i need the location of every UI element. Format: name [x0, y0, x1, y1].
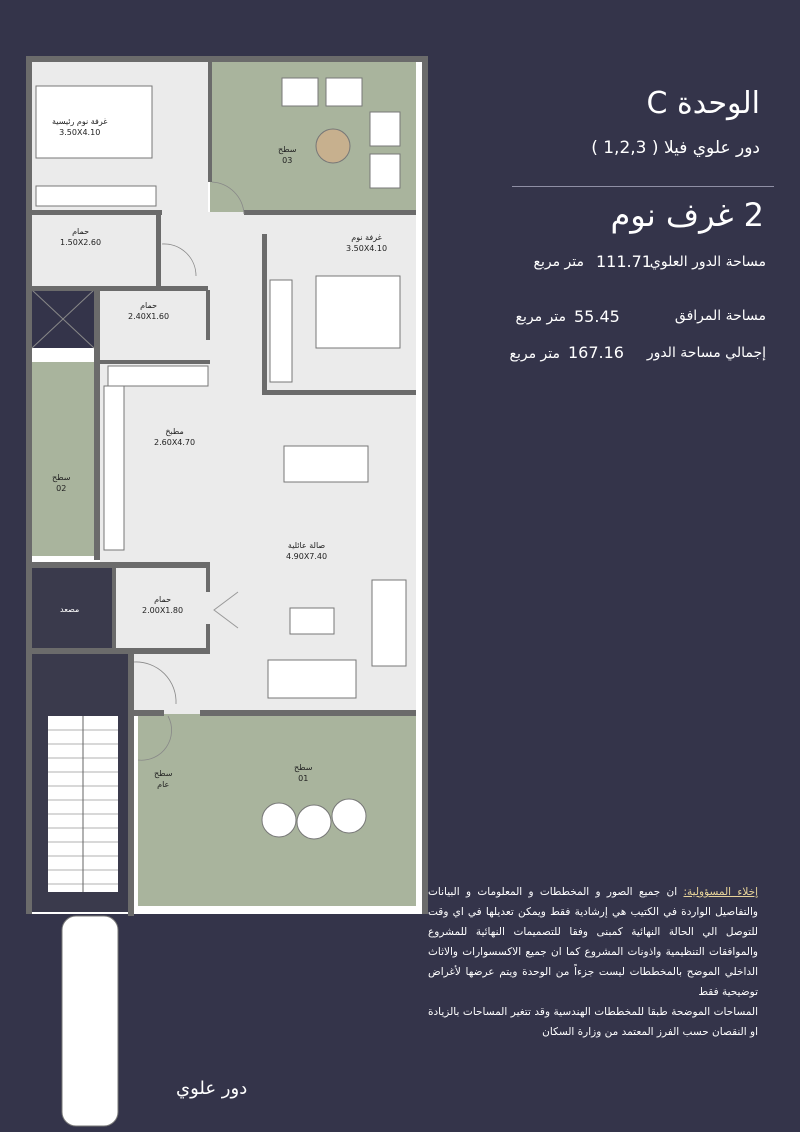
room-roof-03: سطح 03 [278, 145, 297, 165]
sofa-right [372, 580, 406, 666]
coffee-table [290, 608, 334, 634]
disclaimer-text: ان جميع الصور و المخططات و المعلومات و البيانات والتفاصيل الواردة في الكتيب هي إرشادية فقط ويمكن تعديلها في اي وقت للتوصل الي الحالة النهائية كمبنى وفقا للتصميمات النهائية للمشروع والموافقات التنظيمية واذونات المشروع كما ان جميع الاكسسوارات والاثاث الداخلي الموضح بالمخططات ليست جزءاً من الوحدة ويتم عرضها لأغراض توضيحية فقط [428, 886, 758, 998]
bedroom-wardrobe [270, 280, 292, 382]
disclaimer [428, 882, 758, 1042]
floor-label: دور علوي [176, 1078, 248, 1099]
roof-02-area [32, 362, 94, 556]
area-value-upper: 111.71 [596, 252, 652, 271]
area-unit-total: متر مربع [509, 346, 560, 362]
bedrooms-count: 2 غرف نوم [610, 196, 764, 234]
room-kitchen: مطبخ 2.60X4.70 [154, 427, 196, 447]
divider [512, 186, 774, 187]
room-roof-01: سطح 01 [294, 763, 313, 783]
room-bath-2: حمام 2.40X1.60 [128, 301, 170, 321]
area-label-upper: مساحة الدور العلوي [649, 254, 766, 270]
disclaimer-text-2: المساحات الموضحة طبقا للمخططات الهندسية وقد تتغير المساحات بالزيادة او النقصان حسب الفرز المعتمد من وزارة السكان [428, 1006, 758, 1038]
kitchen-counter-side [104, 386, 124, 550]
room-bath-1: حمام 1.50X2.60 [60, 227, 102, 247]
car-outline [62, 916, 118, 1126]
room-family-hall: صالة عائلية 4.90X7.40 [286, 541, 328, 561]
dining-table [284, 446, 368, 482]
unit-title: الوحدة C [646, 86, 760, 121]
hall-floor [100, 362, 416, 714]
area-unit-facilities: متر مربع [515, 309, 566, 325]
area-unit-upper: متر مربع [533, 254, 584, 270]
area-value-total: 167.16 [568, 343, 624, 362]
area-label-total: إجمالي مساحة الدور [646, 345, 766, 361]
unit-subtitle: دور علوي فيلا ( 1,2,3 ) [591, 138, 760, 158]
room-elevator: مصعد [60, 605, 80, 614]
sofa-bottom [268, 660, 356, 698]
room-roof-02: سطح 02 [52, 473, 71, 493]
disclaimer-label: إخلاء المسؤولية: [683, 886, 759, 898]
room-master-bedroom: غرفة نوم رئيسية 3.50X4.10 [52, 117, 108, 137]
master-wardrobe [36, 186, 156, 206]
bedroom-bed [316, 276, 400, 348]
area-label-facilities: مساحة المرافق [674, 308, 766, 324]
room-bath-3: حمام 2.00X1.80 [142, 595, 184, 615]
kitchen-counter-top [108, 366, 208, 386]
area-value-facilities: 55.45 [574, 307, 620, 326]
room-bedroom: غرفة نوم 3.50X4.10 [346, 233, 388, 253]
room-public-roof: سطح عام [154, 769, 173, 789]
